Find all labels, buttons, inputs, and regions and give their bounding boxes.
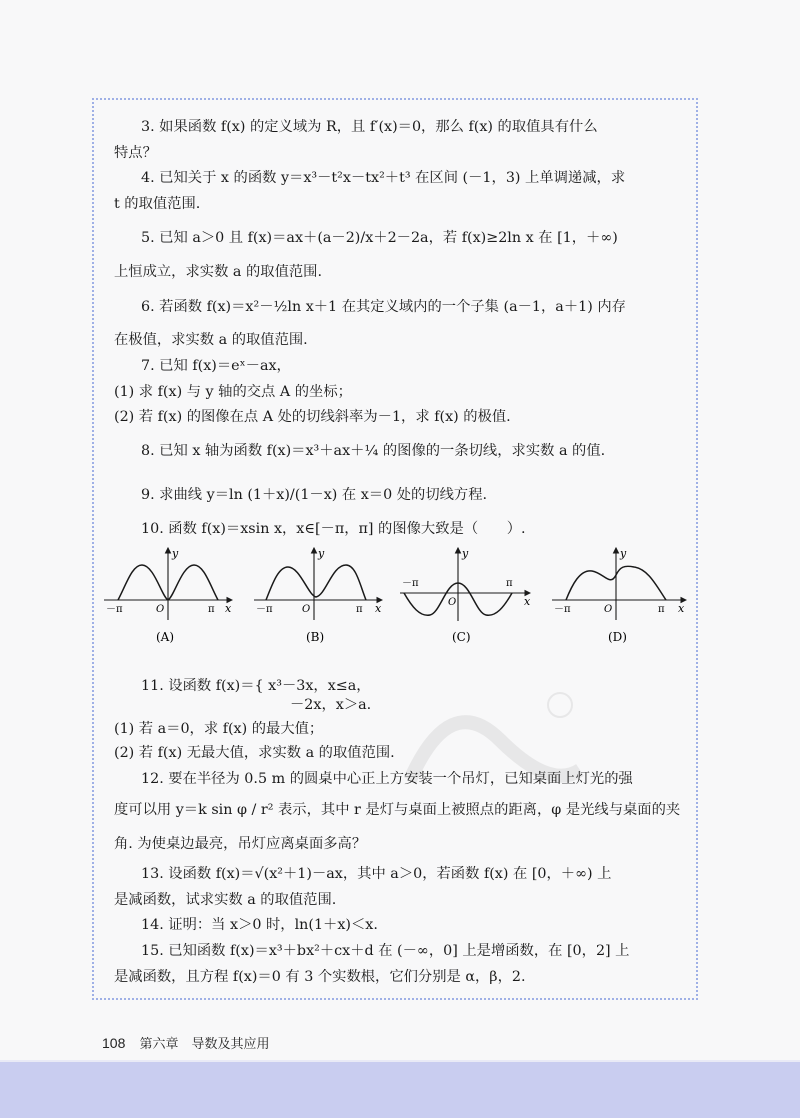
problem-12-line-1: 12. 要在半径为 0.5 m 的圆桌中心正上方安装一个吊灯，已知桌面上灯光的强: [141, 771, 633, 787]
problem-12-line-3: 角. 为使桌边最亮，吊灯应离桌面多高？: [114, 836, 367, 852]
problem-5-line-2: 上恒成立，求实数 a 的取值范围.: [114, 264, 323, 280]
graph-c-x-label: x: [524, 595, 531, 608]
graph-c-origin: O: [448, 597, 457, 608]
graph-a-pi: π: [208, 604, 215, 615]
graph-a-x-label: x: [225, 602, 232, 615]
graph-a-neg-pi: －π: [106, 604, 123, 615]
graph-d-origin: O: [604, 604, 613, 615]
problem-15-line-1: 15. 已知函数 f(x)＝x³＋bx²＋cx＋d 在 (－∞，0] 上是增函数，在 [0，2] 上: [141, 943, 630, 959]
problem-3-line-1: 3. 如果函数 f(x) 的定义域为 R，且 f′(x)＝0，那么 f(x) 的取值具有什么: [141, 119, 598, 135]
graph-b-x-label: x: [375, 602, 382, 615]
graph-a-origin: O: [156, 604, 165, 615]
graph-b-neg-pi: －π: [256, 604, 273, 615]
graph-b: [254, 547, 382, 644]
problem-9-line-1: 9. 求曲线 y＝ln (1＋x)/(1－x) 在 x＝0 处的切线方程.: [141, 487, 488, 503]
graph-a-label: (A): [156, 630, 175, 644]
graph-b-label: (B): [306, 630, 325, 644]
graph-b-pi: π: [356, 604, 363, 615]
graph-d-neg-pi: －π: [554, 604, 571, 615]
graph-d-x-label: x: [678, 602, 685, 615]
graph-b-y-label: y: [318, 547, 325, 560]
problem-10-line-1: 10. 函数 f(x)＝xsin x，x∈[－π，π] 的图像大致是（ ）.: [141, 521, 526, 537]
graph-d-label: (D): [608, 630, 627, 644]
problem-7-line-3: (2) 若 f(x) 的图像在点 A 处的切线斜率为－1，求 f(x) 的极值.: [114, 409, 511, 425]
graph-a-y-label: y: [172, 547, 179, 560]
problem-12-line-2: 度可以用 y＝k sin φ / r² 表示，其中 r 是灯与桌面上被照点的距离，φ 是光线与桌面的夹: [114, 802, 681, 818]
problem-11-line-2: －2x，x＞a.: [290, 697, 372, 713]
graph-c: [400, 547, 531, 644]
problem-11-line-4: (2) 若 f(x) 无最大值，求实数 a 的取值范围.: [114, 745, 395, 761]
page-footer: [102, 1033, 270, 1052]
problem-6-line-2: 在极值，求实数 a 的取值范围.: [114, 332, 308, 348]
problem-13-line-2: 是减函数，试求实数 a 的取值范围.: [114, 892, 337, 908]
problem-5-line-1: 5. 已知 a＞0 且 f(x)＝ax＋(a－2)/x＋2－2a，若 f(x)≥2ln x 在 [1，＋∞): [141, 230, 618, 246]
problem-14-line-1: 14. 证明：当 x＞0 时，ln(1＋x)＜x.: [141, 917, 378, 933]
problem-8-line-1: 8. 已知 x 轴为函数 f(x)＝x³＋ax＋¼ 的图像的一条切线，求实数 a 的值.: [141, 443, 606, 459]
graph-d: [552, 547, 686, 644]
graph-a: [104, 547, 232, 644]
problem-3-line-2: 特点？: [114, 145, 157, 161]
page-number: 108: [102, 1035, 126, 1051]
problem-4-line-1: 4. 已知关于 x 的函数 y＝x³－t²x－tx²＋t³ 在区间 (－1，3) 上单调递减，求: [141, 170, 626, 186]
graph-c-pi: π: [506, 578, 513, 589]
graph-c-neg-pi: －π: [402, 578, 419, 589]
problem-15-line-2: 是减函数，且方程 f(x)＝0 有 3 个实数根，它们分别是 α，β，2.: [114, 969, 526, 985]
problem-7-line-2: (1) 求 f(x) 与 y 轴的交点 A 的坐标；: [114, 384, 352, 400]
problem-4-line-2: t 的取值范围.: [114, 196, 201, 212]
graph-d-y-label: y: [620, 547, 627, 560]
problem-11-line-3: (1) 若 a＝0，求 f(x) 的最大值；: [114, 721, 324, 737]
graph-b-origin: O: [302, 604, 311, 615]
problem-11-line-1: 11. 设函数 f(x)＝{ x³－3x，x≤a，: [141, 678, 371, 694]
graphs-panel: [104, 545, 694, 650]
graph-c-label: (C): [452, 630, 471, 644]
graph-d-pi: π: [658, 604, 665, 615]
problem-13-line-1: 13. 设函数 f(x)＝√(x²＋1)－ax，其中 a＞0，若函数 f(x) 在 [0，＋∞) 上: [141, 866, 612, 882]
problem-7-line-1: 7. 已知 f(x)＝eˣ－ax，: [141, 358, 291, 374]
graph-c-y-label: y: [462, 547, 469, 560]
chapter-title: 第六章 导数及其应用: [139, 1037, 270, 1052]
bottom-band: [0, 1062, 800, 1118]
problem-6-line-1: 6. 若函数 f(x)＝x²－½ln x＋1 在其定义域内的一个子集 (a－1，a＋1) 内存: [141, 299, 626, 315]
